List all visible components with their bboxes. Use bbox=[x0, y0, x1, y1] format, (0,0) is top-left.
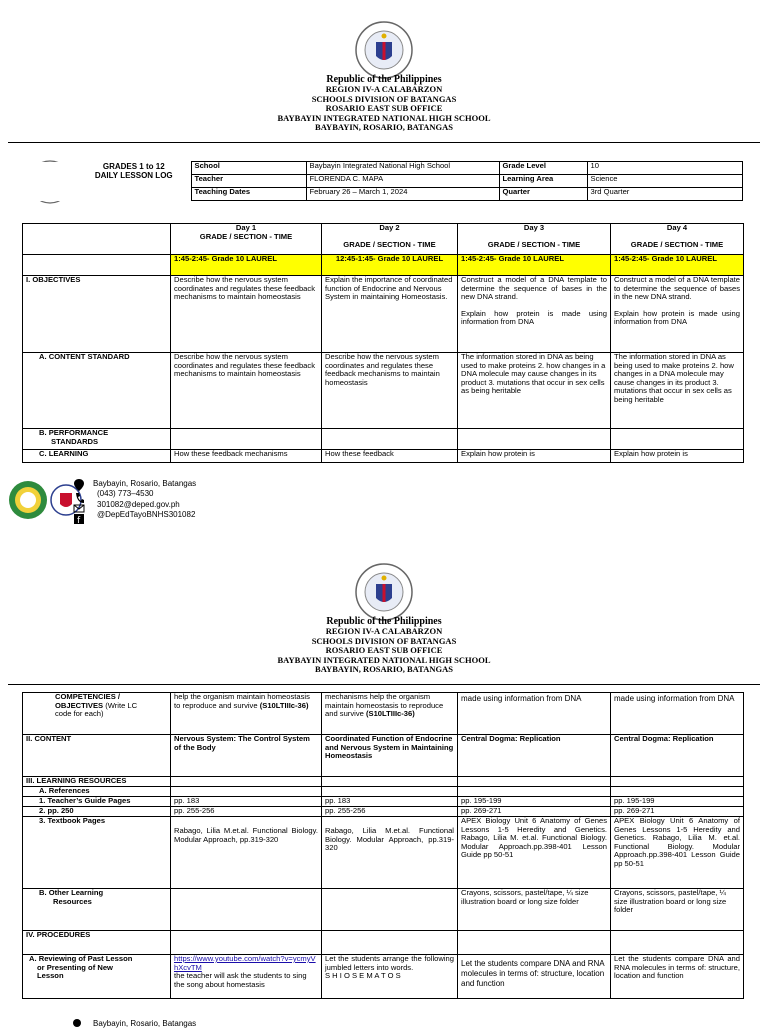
other-day1 bbox=[171, 889, 322, 931]
objectives-label: I. OBJECTIVES bbox=[23, 276, 171, 353]
dates-value: February 26 – March 1, 2024 bbox=[306, 188, 499, 201]
competencies-label-2b: (Write LC bbox=[103, 700, 138, 710]
teacher-value: FLORENDA C. MAPA bbox=[306, 175, 499, 188]
office-text: ROSARIO EAST SUB OFFICE bbox=[325, 103, 443, 113]
page1-letterhead bbox=[0, 74, 768, 133]
school-text-2: BAYBAYIN INTEGRATED NATIONAL HIGH SCHOOL bbox=[277, 654, 491, 665]
grade-label: Grade Level bbox=[499, 162, 587, 175]
division-text-2: SCHOOLS DIVISION OF BATANGAS bbox=[311, 635, 457, 646]
region-text: REGION IV-A CALABARZON bbox=[325, 84, 443, 94]
references-day2 bbox=[322, 787, 458, 797]
location-pin-icon bbox=[74, 479, 84, 491]
competencies-day2 bbox=[322, 693, 458, 735]
school-text: BAYBAYIN INTEGRATED NATIONAL HIGH SCHOOL bbox=[277, 112, 491, 123]
review-day1-text: the teacher will ask the students to sing the song about homestasis bbox=[174, 971, 307, 989]
resources-day1 bbox=[171, 777, 322, 787]
review-label-3: Lesson bbox=[37, 971, 64, 981]
lm-day2: pp. 255-256 bbox=[322, 807, 458, 817]
quarter-label: Quarter bbox=[499, 188, 587, 201]
review-day1 bbox=[171, 955, 322, 999]
procedures-day2 bbox=[322, 931, 458, 955]
day3-label: Day 3 bbox=[523, 223, 545, 232]
review-label-1: A. Reviewing of Past Lesson bbox=[29, 954, 133, 963]
objectives-day4 bbox=[611, 276, 744, 353]
other-resources-label-1: B. Other Learning bbox=[39, 888, 104, 897]
header-divider bbox=[8, 142, 760, 143]
lm-label: 2. pp. 250 bbox=[23, 807, 171, 817]
tg-label: 1. Teacher’s Guide Pages bbox=[23, 797, 171, 807]
other-resources-label-2: Resources bbox=[53, 896, 92, 906]
content-standard-day3: The information stored in DNA as being used to make proteins 2. how changes in a DNA molecule may cause changes in its product 3. mutations that occur in sex cells as being heritable bbox=[458, 353, 611, 429]
day2-sub: GRADE / SECTION - TIME bbox=[343, 239, 436, 249]
references-day1 bbox=[171, 787, 322, 797]
objectives-day4-extra: Explain how protein is made using information from DNA bbox=[614, 308, 740, 327]
resources-label: III. LEARNING RESOURCES bbox=[23, 777, 171, 787]
jumbled-letters: S H I O S E M A T O S bbox=[325, 971, 401, 981]
day1-label: Day 1 bbox=[235, 223, 257, 232]
day4-label: Day 4 bbox=[666, 223, 688, 232]
references-label: A. References bbox=[23, 787, 171, 797]
dates-label: Teaching Dates bbox=[191, 188, 306, 201]
dll-title-line2: DAILY LESSON LOG bbox=[94, 170, 173, 180]
review-label-2: or Presenting of New bbox=[37, 962, 113, 972]
objectives-day4-text: Construct a model of a DNA template to determine the sequence of bases in the new DNA strand. bbox=[614, 275, 740, 302]
day4-sub: GRADE / SECTION - TIME bbox=[630, 239, 724, 249]
competencies-label-1: COMPETENCIES / bbox=[55, 692, 120, 701]
objectives-day3 bbox=[458, 276, 611, 353]
other-day3: Crayons, scissors, pastel/tape, ¼ size illustration board or long size folder bbox=[458, 889, 611, 931]
footer-email: 301082@deped.gov.ph bbox=[97, 500, 180, 509]
textbook-day1: Rabago, Lilia M.et.al. Functional Biology. Modular Approach, pp.319-320 bbox=[171, 817, 322, 889]
textbook-day2: Rabago, Lilia M.et.al. Functional Biology. Modular Approach, pp.319-320 bbox=[322, 817, 458, 889]
competencies-day1-text: help the organism maintain homeostasis to reproduce and survive bbox=[174, 692, 310, 710]
review-day2-text: Let the students arrange the following jumbled letters into words. bbox=[325, 954, 454, 972]
competencies-day1 bbox=[171, 693, 322, 735]
days-header-blank bbox=[23, 224, 171, 255]
day1-header bbox=[171, 224, 322, 255]
textbook-label: 3. Textbook Pages bbox=[23, 817, 171, 889]
objectives-day1: Describe how the nervous system coordinates and regulates these feedback mechanisms to maintain homeostasis bbox=[171, 276, 322, 353]
content-standard-day4: The information stored in DNA as being used to make proteins 2. how changes in a DNA molecule may cause changes in its product 3. mutations that occur in sex cells as being heritable bbox=[611, 353, 744, 429]
day3-header bbox=[458, 224, 611, 255]
competencies-day1-code: (S10LTIIIc-36) bbox=[259, 700, 309, 710]
deped-seal-logo-page2 bbox=[354, 562, 414, 622]
day3-schedule: 1:45-2:45- Grade 10 LAUREL bbox=[458, 255, 611, 276]
competencies-label-3: code for each) bbox=[55, 709, 104, 719]
performance-day2 bbox=[322, 429, 458, 450]
content-day1: Nervous System: The Control System of the Body bbox=[171, 735, 322, 777]
competencies-day2-text: mechanisms help the organism maintain homeostasis to reproduce and survive bbox=[325, 692, 444, 719]
learning-day3: Explain how protein is bbox=[458, 450, 611, 463]
review-day3: Let the students compare DNA and RNA molecules in terms of: structure, location and function bbox=[458, 955, 611, 999]
page2-letterhead bbox=[0, 616, 768, 675]
content-standard-day1: Describe how the nervous system coordinates and regulates these feedback mechanisms to maintain homeostasis bbox=[171, 353, 322, 429]
content-day4: Central Dogma: Replication bbox=[611, 735, 744, 777]
performance-day3 bbox=[458, 429, 611, 450]
day4-schedule: 1:45-2:45- Grade 10 LAUREL bbox=[611, 255, 744, 276]
quarter-value: 3rd Quarter bbox=[587, 188, 742, 201]
content-standard-label: A. CONTENT STANDARD bbox=[23, 353, 171, 429]
learning-day2: How these feedback bbox=[322, 450, 458, 463]
area-label: Learning Area bbox=[499, 175, 587, 188]
procedures-label: IV. PROCEDURES bbox=[23, 931, 171, 955]
procedures-day4 bbox=[611, 931, 744, 955]
lm-day4: pp. 269-271 bbox=[611, 807, 744, 817]
school-value: Baybayin Integrated National High School bbox=[306, 162, 499, 175]
references-day4 bbox=[611, 787, 744, 797]
procedures-day3 bbox=[458, 931, 611, 955]
grade-value: 10 bbox=[587, 162, 742, 175]
republic-text-2: Republic of the Philippines bbox=[326, 616, 442, 627]
objectives-day3-extra: Explain how protein is made using information from DNA bbox=[461, 308, 607, 327]
sched-blank bbox=[23, 255, 171, 276]
content-day2: Coordinated Function of Endocrine and Nervous System in Maintaining Homeostasis bbox=[322, 735, 458, 777]
competencies-label-2: OBJECTIVES bbox=[55, 700, 104, 710]
learning-day4: Explain how protein is bbox=[611, 450, 744, 463]
learning-label: C. LEARNING bbox=[23, 450, 171, 463]
textbook-day4: APEX Biology Unit 6 Anatomy of Genes Lessons 1-5 Heredity and Genetics. Rabago, Lilia M. et.al. Functional Biology. Modular Approach.pp.398-401 Lesson Guide pp 50-51 bbox=[611, 817, 744, 889]
school-label: School bbox=[191, 162, 306, 175]
textbook-day3: APEX Biology Unit 6 Anatomy of Genes Lessons 1-5 Heredity and Genetics. Rabago, Lilia M. et.al. Functional Biology. Modular Approach.pp.398-401 Lesson Guide pp 50-51 bbox=[458, 817, 611, 889]
day2-schedule: 12:45-1:45- Grade 10 LAUREL bbox=[322, 255, 458, 276]
svg-text:f: f bbox=[77, 516, 81, 524]
performance-label-2: STANDARDS bbox=[51, 436, 99, 446]
lm-day3: pp. 269-271 bbox=[458, 807, 611, 817]
dll-main-table-page1 bbox=[22, 223, 744, 463]
school-logo bbox=[8, 480, 48, 520]
review-label bbox=[23, 955, 171, 999]
learning-day1: How these feedback mechanisms bbox=[171, 450, 322, 463]
tg-day1: pp. 183 bbox=[171, 797, 322, 807]
review-day4: Let the students compare DNA and RNA molecules in terms of: structure, location and function bbox=[611, 955, 744, 999]
region-text-2: REGION IV-A CALABARZON bbox=[325, 626, 443, 636]
other-day2 bbox=[322, 889, 458, 931]
performance-day1 bbox=[171, 429, 322, 450]
performance-label bbox=[23, 429, 171, 450]
resources-day2 bbox=[322, 777, 458, 787]
competencies-day4: made using information from DNA bbox=[611, 693, 744, 735]
tg-day3: pp. 195-199 bbox=[458, 797, 611, 807]
day1-schedule: 1:45-2:45- Grade 10 LAUREL bbox=[171, 255, 322, 276]
day1-sub: GRADE / SECTION - TIME bbox=[199, 231, 293, 241]
day4-header bbox=[611, 224, 744, 255]
office-text-2: ROSARIO EAST SUB OFFICE bbox=[325, 645, 443, 655]
lm-day1: pp. 255-256 bbox=[171, 807, 322, 817]
tg-day4: pp. 195-199 bbox=[611, 797, 744, 807]
deped-seal-logo bbox=[354, 20, 414, 80]
republic-text: Republic of the Philippines bbox=[326, 74, 442, 85]
objectives-day2: Explain the importance of coordinated function of Endocrine and Nervous System in maintaining Homeostasis. bbox=[322, 276, 458, 353]
day3-sub: GRADE / SECTION - TIME bbox=[487, 239, 581, 249]
dll-info-table bbox=[24, 161, 743, 201]
footer-address: Baybayin, Rosario, Batangas bbox=[93, 479, 197, 488]
objectives-day3-text: Construct a model of a DNA template to determine the sequence of bases in the new DNA strand. bbox=[461, 275, 607, 302]
competencies-label bbox=[23, 693, 171, 735]
content-standard-day2: Describe how the nervous system coordinates and regulates these feedback mechanisms to maintain homeostasis bbox=[322, 353, 458, 429]
day2-header bbox=[322, 224, 458, 255]
competencies-day3: made using information from DNA bbox=[458, 693, 611, 735]
performance-label-1: B. PERFORMANCE bbox=[39, 428, 109, 437]
footer-phone: (043) 773–4530 bbox=[97, 489, 154, 498]
references-day3 bbox=[458, 787, 611, 797]
area-value: Science bbox=[587, 175, 742, 188]
resources-day4 bbox=[611, 777, 744, 787]
footer-facebook: @DepEdTayoBNHS301082 bbox=[97, 510, 196, 519]
day2-label: Day 2 bbox=[379, 223, 400, 232]
content-day3: Central Dogma: Replication bbox=[458, 735, 611, 777]
address-text: BAYBAYIN, ROSARIO, BATANGAS bbox=[315, 122, 453, 132]
contact-icons bbox=[73, 478, 85, 524]
address-text-2: BAYBAYIN, ROSARIO, BATANGAS bbox=[315, 664, 453, 674]
dll-title-line1: GRADES 1 to 12 bbox=[102, 161, 165, 171]
review-day2 bbox=[322, 955, 458, 999]
performance-day4 bbox=[611, 429, 744, 450]
header-divider-2 bbox=[8, 684, 760, 685]
content-label: II. CONTENT bbox=[23, 735, 171, 777]
resources-day3 bbox=[458, 777, 611, 787]
phone-icon bbox=[76, 493, 84, 503]
competencies-day2-code: (S10LTIIIc-36) bbox=[365, 709, 415, 719]
other-day4: Crayons, scissors, pastel/tape, ¼ size illustration board or long size folder bbox=[611, 889, 744, 931]
teacher-label: Teacher bbox=[191, 175, 306, 188]
tg-day2: pp. 183 bbox=[322, 797, 458, 807]
procedures-day1 bbox=[171, 931, 322, 955]
other-resources-label bbox=[23, 889, 171, 931]
dll-main-table-page2 bbox=[22, 692, 744, 999]
youtube-link[interactable]: https://www.youtube.com/watch?v=ycmyVhXcvTM bbox=[174, 954, 316, 972]
division-text: SCHOOLS DIVISION OF BATANGAS bbox=[311, 93, 457, 104]
bottom-partial-address: Baybayin, Rosario, Batangas bbox=[93, 1019, 197, 1028]
location-pin-icon-bottom bbox=[72, 1018, 82, 1028]
